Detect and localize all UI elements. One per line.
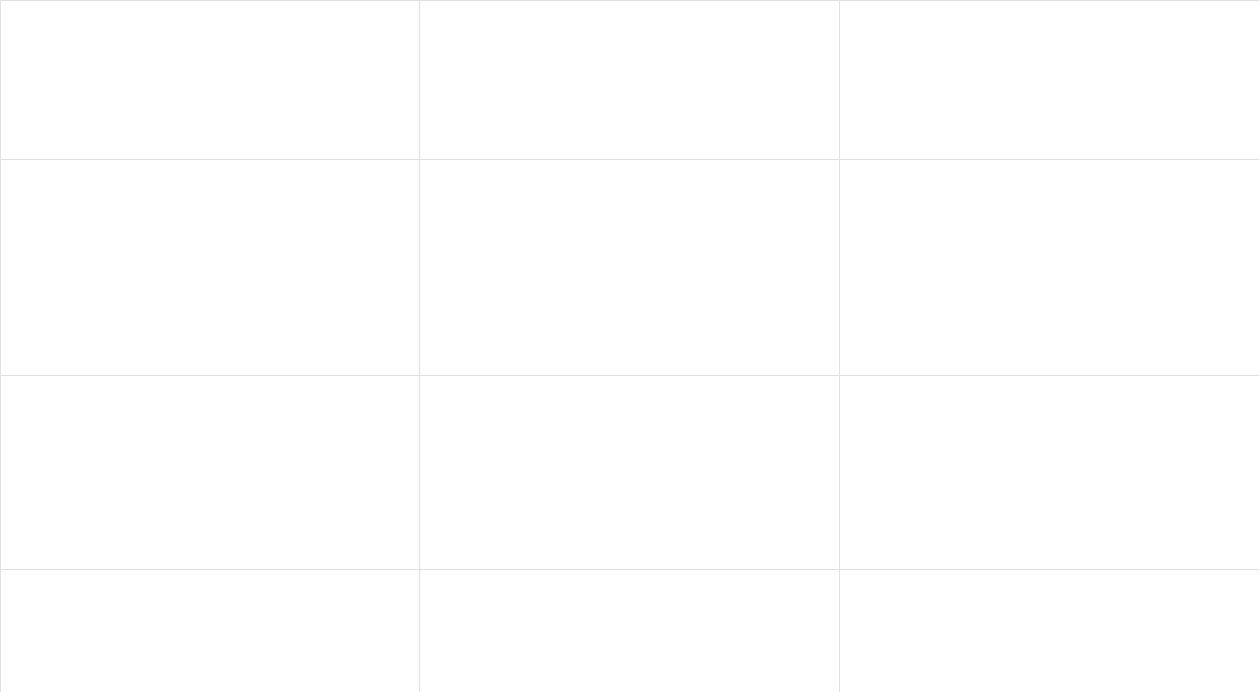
grid-cell-r4-c1 [1, 570, 419, 694]
grid-cell-r3-c2 [420, 376, 839, 569]
grid-cell-r3-c3 [840, 376, 1259, 569]
grid-cell-r1-c2 [420, 1, 839, 159]
grid-cell-r3-c1 [1, 376, 419, 569]
grid-cell-r1-c3 [840, 1, 1259, 159]
grid-cell-r2-c1 [1, 160, 419, 375]
grid-cell-r2-c3 [840, 160, 1259, 375]
grid-cell-r2-c2 [420, 160, 839, 375]
grid-cell-r1-c1 [1, 1, 419, 159]
grid-cell-r4-c3 [840, 570, 1259, 694]
grid-cell-r4-c2 [420, 570, 839, 694]
